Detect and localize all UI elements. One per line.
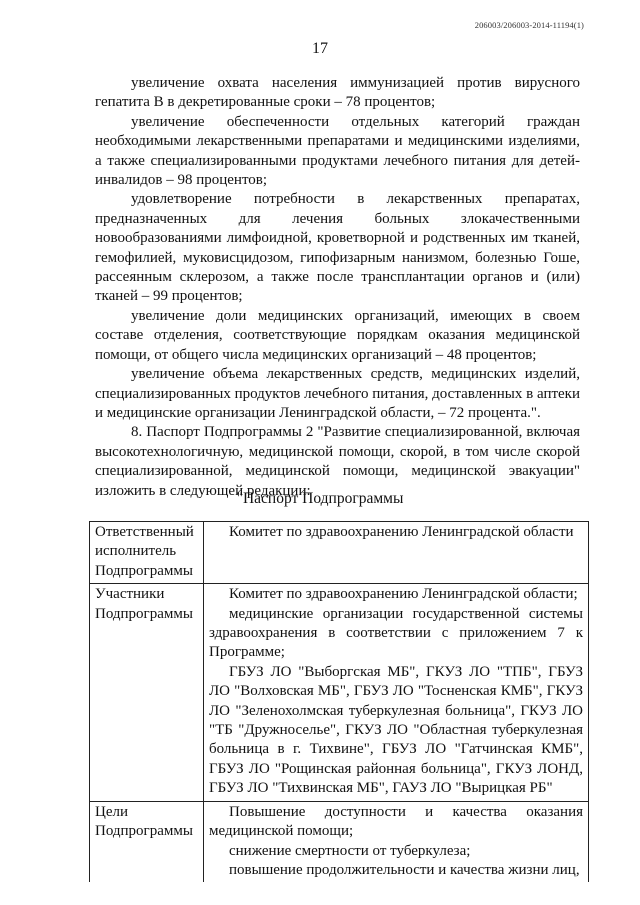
content-line: Комитет по здравоохранению Ленинградской области (229, 524, 574, 540)
content-line: Комитет по здравоохранению Ленинградской области; (229, 586, 578, 603)
table-row (90, 584, 589, 801)
content-line: повышение продолжительности и качества жизни лиц, (229, 861, 580, 878)
row-content-participants (204, 584, 589, 801)
paragraph-organizations-share: увеличение доли медицинских организаций, имеющих в своем составе отделения, соответствующие порядкам оказания медицинской помощи, от общего числа медицинских организаций – 48 процентов; (95, 307, 580, 363)
content-line: снижение смертности от туберкулеза; (229, 842, 471, 859)
paragraph-rare-disease-drugs: удовлетворение потребности в лекарственных препаратах, предназначенных для лечения больных злокачественными новообразованиями лимфоидной, кроветворной и родственных им тканей, гемофилией, муковисцидозом, гипофизарным нанизмом, болезнью Гоше, рассеянным склерозом, а также после трансплантации органов и (или) тканей – 99 процентов; (95, 191, 580, 305)
paragraph-drug-provision: увеличение обеспеченности отдельных категорий граждан необходимыми лекарственными препаратами и медицинскими изделиями, а также специализированными продуктами лечебного питания для детей-инвалидов – 98 процентов; (95, 113, 580, 189)
row-label-goals: Цели Подпрограммы (90, 801, 204, 882)
row-label-responsible: Ответственный исполнитель Подпрограммы (90, 522, 204, 584)
table-row (90, 522, 589, 584)
row-content-goals (204, 801, 589, 882)
content-line: ГБУЗ ЛО "Выборгская МБ", ГКУЗ ЛО "ТПБ", ГБУЗ ЛО "Волховская МБ", ГБУЗ ЛО "Тосненская КМБ", ГКУЗ ЛО "Зеленохолмская туберкулезная больница", ГКУЗ ЛО "ТБ "Дружноселье", ГКУЗ ЛО "Областная туберкулезная больница в г. Тихвине", ГБУЗ ЛО "Гатчинская КМБ", ГБУЗ ЛО "Рощинская районная больница", ГКУЗ ЛОНД, ГБУЗ ЛО "Тихвинская МБ", ГАУЗ ЛО "Вырицкая РБ" (209, 663, 583, 797)
document-body (95, 74, 580, 501)
row-content-responsible (204, 522, 589, 584)
passport-title: "Паспорт Подпрограммы (236, 490, 404, 507)
passport-table (89, 521, 589, 882)
document-id: 206003/206003-2014-11194(1) (474, 20, 584, 30)
paragraph-hepatitis-immunization: увеличение охвата населения иммунизацией против вирусного гепатита В в декретированные сроки – 78 процентов; (95, 75, 580, 111)
row-label-participants: Участники Подпрограммы (90, 584, 204, 801)
paragraph-passport-amendment: 8. Паспорт Подпрограммы 2 "Развитие специализированной, включая высокотехнологичную, медицинской помощи, скорой, в том числе скорой специализированной, медицинской помощи, медицинской эвакуации" изложить в следующей редакции: (95, 424, 580, 499)
table-row (90, 801, 589, 882)
content-line: Повышение доступности и качества оказания медицинской помощи; (209, 803, 583, 840)
paragraph-delivered-volume: увеличение объема лекарственных средств, медицинских изделий, специализированных продуктов лечебного питания, доставленных в аптеки и медицинские организации Ленинградской области, – 72 процента.". (95, 366, 580, 421)
page-number: 17 (312, 40, 328, 57)
content-line: медицинские организации государственной системы здравоохранения в соответствии с приложением 7 к Программе; (209, 605, 583, 661)
